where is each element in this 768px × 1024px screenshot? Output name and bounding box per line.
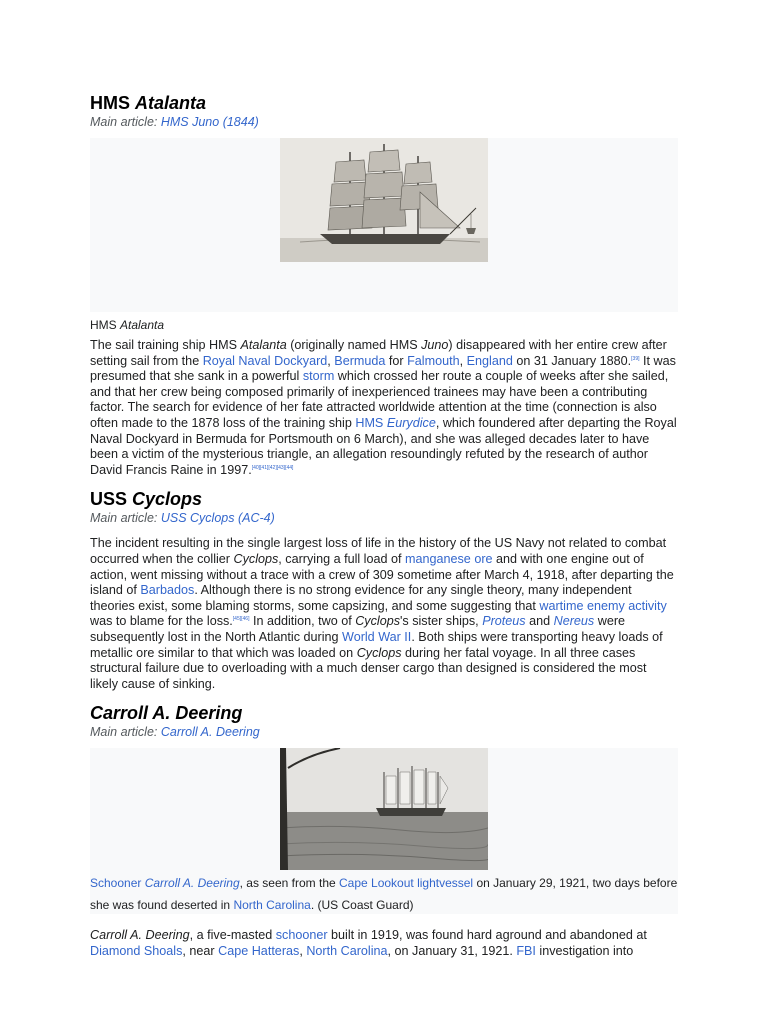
thumbnail-atalanta xyxy=(90,138,678,332)
link-royal-naval-dockyard[interactable]: Royal Naval Dockyard xyxy=(202,353,328,368)
link-proteus[interactable]: Proteus xyxy=(482,614,526,629)
link-manganese-ore[interactable]: manganese ore xyxy=(405,551,493,566)
paragraph-carroll-deering: Carroll A. Deering, a five-masted schooner built in 1919, was found hard aground and abandoned at Diamond Shoals, near Cape Hatteras, North Carolina, on January 31, 1921. FBI investigation into xyxy=(90,928,647,958)
link-wartime-enemy-activity[interactable]: wartime enemy activity xyxy=(539,598,667,613)
link-storm[interactable]: storm xyxy=(302,369,335,384)
image-caption: HMS Atalanta xyxy=(90,318,165,332)
thumbnail-carroll-deering xyxy=(90,748,678,914)
reference-39[interactable]: [39] xyxy=(631,355,640,362)
link-england[interactable]: England xyxy=(466,353,513,368)
link-world-war-ii[interactable]: World War II xyxy=(342,629,412,644)
main-article-note: Main article: HMS Juno (1844) xyxy=(90,115,259,129)
link-bermuda[interactable]: Bermuda xyxy=(334,353,386,368)
section-title-cyclops: USS Cyclops xyxy=(90,489,203,510)
link-nereus[interactable]: Nereus xyxy=(553,614,595,629)
section-title-carroll-deering: Carroll A. Deering xyxy=(90,703,243,724)
references-40-44[interactable]: [40][41][42][43][44] xyxy=(251,464,294,471)
link-falmouth[interactable]: Falmouth xyxy=(407,353,460,368)
caption-link-cape-lookout-lightvessel[interactable]: Cape Lookout lightvessel xyxy=(339,876,474,891)
paragraph-atalanta: The sail training ship HMS Atalanta (originally named HMS Juno) disappeared with her entire crew after setting sail from the Royal Naval Dockyard, Bermuda for Falmouth, England on 31 January 1880.[39] It was presumed that she sank in a powerful storm which crossed her route a couple of weeks after she sailed, and that her crew being composed primarily of inexperienced trainees may have been a contributing factor. The search for evidence of her fate attracted worldwide attention at the time (connection is also often made to the 1878 loss of the training ship HMS Eurydice, which foundered after departing the Royal Naval Dockyard in Bermuda for Portsmouth on 6 March), and she was alleged decades later to have been a victim of the mysterious triangle, an allegation resoundingly refuted by the research of author David Francis Raine in 1997.[40][41][42][43][44] xyxy=(90,338,677,477)
article-content xyxy=(90,92,678,959)
main-article-link-uss-cyclops[interactable]: USS Cyclops (AC-4) xyxy=(160,511,275,526)
main-article-link-carroll-deering[interactable]: Carroll A. Deering xyxy=(160,725,260,740)
section-title-atalanta: HMS Atalanta xyxy=(90,93,207,113)
references-45-46[interactable]: [45][46] xyxy=(232,616,250,623)
link-north-carolina[interactable]: North Carolina xyxy=(306,943,388,958)
main-article-note: Main article: USS Cyclops (AC-4) xyxy=(90,511,275,526)
image-caption: Schooner Carroll A. Deering, as seen from the Cape Lookout lightvessel on January 29, 1921, two days before she was found deserted in North Carolina. (US Coast Guard) xyxy=(90,876,678,913)
link-fbi[interactable]: FBI xyxy=(516,943,536,958)
atalanta-ship-image xyxy=(280,138,488,262)
paragraph-cyclops: The incident resulting in the single largest loss of life in the history of the US Navy not related to combat occurred when the collier Cyclops, carrying a full load of manganese ore and with one engine out of action, went missing without a trace with a crew of 309 sometime after March 4, 1918, after departing the island of Barbados. Although there is no strong evidence for any single theory, many independent theories exist, some blaming storms, some capsizing, and some suggesting that wartime enemy activity was to blame for the loss.[45][46] In addition, two of Cyclops's sister ships, Proteus and Nereus were subsequently lost in the North Atlantic during World War II. Both ships were transporting heavy loads of metallic ore similar to that which was loaded on Cyclops during her fatal voyage. In all three cases structural failure due to overloading with a much denser cargo than designed is considered the most likely cause of sinking. xyxy=(90,536,674,691)
caption-link-schooner-carroll-deering[interactable]: Schooner Carroll A. Deering xyxy=(90,876,240,891)
link-schooner[interactable]: schooner xyxy=(275,928,328,943)
main-article-note: Main article: Carroll A. Deering xyxy=(90,725,260,740)
main-article-link-hms-juno[interactable]: HMS Juno (1844) xyxy=(160,115,259,129)
link-cape-hatteras[interactable]: Cape Hatteras xyxy=(218,943,300,958)
caption-link-north-carolina[interactable]: North Carolina xyxy=(233,898,311,913)
link-hms-eurydice[interactable]: HMS Eurydice xyxy=(355,415,436,430)
carroll-deering-ship-image xyxy=(280,748,488,870)
link-diamond-shoals[interactable]: Diamond Shoals xyxy=(90,943,183,958)
link-barbados[interactable]: Barbados xyxy=(140,583,195,598)
